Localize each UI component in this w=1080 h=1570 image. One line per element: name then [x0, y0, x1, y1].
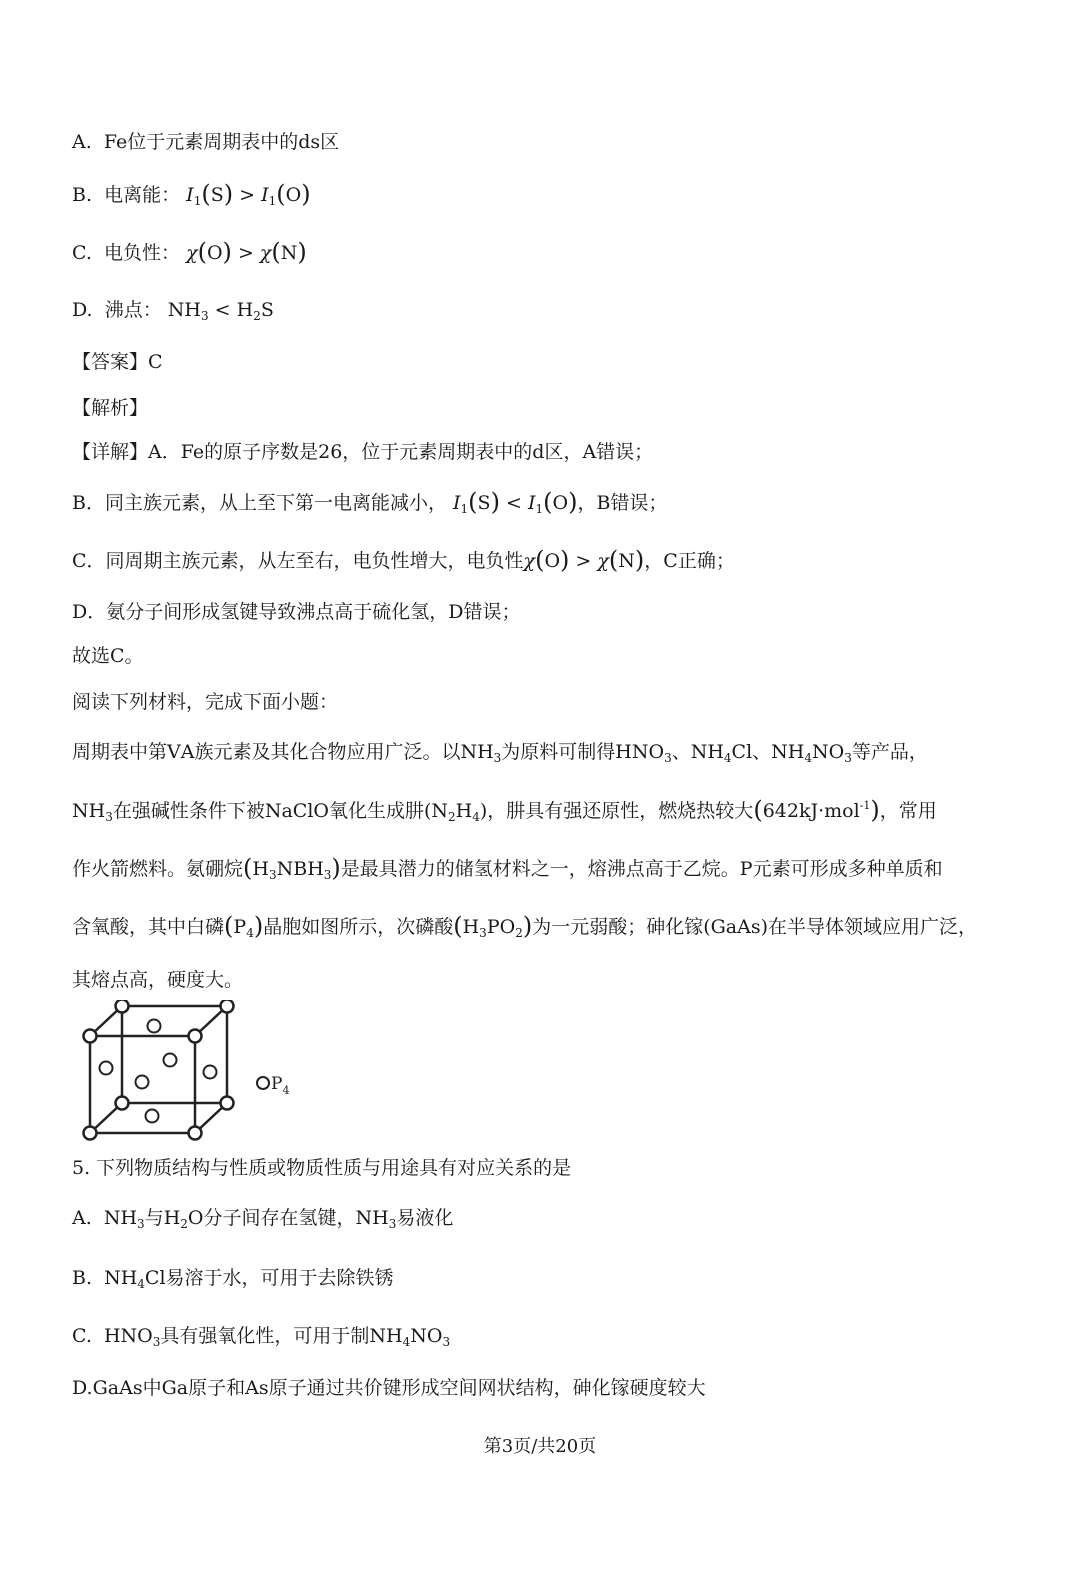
- detail-tag: 【详解】: [72, 441, 149, 463]
- atom-face-bottom: [146, 1110, 159, 1123]
- material-p1: 周期表中第ⅤA族元素及其化合物应用广泛。以$NH_3$为原料可制得$HNO_3$、$NH_4Cl$、$NH_4NO_3$等产品，: [72, 741, 928, 765]
- atom-face-right: [204, 1066, 217, 1079]
- detail-c: C．同周期主族元素，从左至右，电负性增大，电负性χ(O) > χ(N)，C正确；: [72, 546, 735, 574]
- crystal-cell-figure: [72, 1000, 332, 1146]
- atom-corner: [116, 1000, 129, 1013]
- question5-stem: 5. 下列物质结构与性质或物质性质与用途具有对应关系的是: [72, 1157, 572, 1179]
- atom-corner: [84, 1030, 97, 1043]
- material-p4: 含氧酸，其中白磷$(P_4)$晶胞如图所示，次磷酸$(H_3PO_2)$为一元弱酸；砷化镓(GaAs)在半导体领域应用广泛，: [72, 912, 978, 940]
- detail-d: D．氨分子间形成氢键导致沸点高于硫化氢，D错误；: [72, 601, 521, 623]
- atom-corner: [221, 1097, 234, 1110]
- option-d: D. 沸点： $NH_3 < H_2S$: [72, 299, 274, 323]
- analysis-tag: 【解析】: [72, 397, 149, 419]
- answer-tag: 【答案】: [72, 351, 149, 373]
- conclusion: 故选C。: [72, 645, 144, 667]
- atom-corner: [189, 1030, 202, 1043]
- detail-c-formula: χ(O) > χ(N): [523, 546, 645, 574]
- material-intro: 阅读下列材料，完成下面小题：: [72, 691, 339, 713]
- option-c: C. 电负性： χ(O) > χ(N): [72, 238, 307, 266]
- material-p2: $NH_3$在强碱性条件下被NaClO氧化生成肼$(N_2H_4)$，肼具有强还原性，燃烧热较大(642kJ·mol$^{-1}$)，常用: [72, 796, 937, 824]
- detail-a: 【详解】A．Fe的原子序数是26，位于元素周期表中的d区，A错误；: [72, 441, 654, 463]
- answer-value: C: [148, 351, 163, 373]
- atom-face-front: [136, 1076, 149, 1089]
- page-footer: 第3页/共20页: [483, 1436, 597, 1457]
- material-p3: 作火箭燃料。氨硼烷$(H_3NBH_3)$是最具潜力的储氢材料之一，熔沸点高于乙烷。P元素可形成多种单质和: [72, 854, 943, 882]
- atom-corner: [221, 1000, 234, 1013]
- q5-option-c: C. $HNO_3$具有强氧化性，可用于制$NH_4NO_3$: [72, 1325, 451, 1349]
- material-p5: 其熔点高，硬度大。: [72, 969, 244, 991]
- atom-face-top: [148, 1020, 161, 1033]
- option-c-formula: χ(O) > χ(N): [186, 238, 307, 266]
- detail-b-formula: $I_1(S) < I_1(O)$: [453, 488, 578, 516]
- atom-corner: [189, 1127, 202, 1140]
- answer-line: [72, 348, 1020, 376]
- atom-corner: [116, 1097, 129, 1110]
- option-a: A. Fe位于元素周期表中的ds区: [72, 131, 340, 153]
- legend-subscript: 4: [282, 1084, 290, 1097]
- detail-b: B．同主族元素，从上至下第一电离能减小， $I_1(S) < I_1(O)$，B错误；: [72, 488, 668, 516]
- option-b-formula: $I_1(S) > I_1(O)$: [186, 180, 311, 208]
- option-d-formula: $NH_3 < H_2S$: [167, 299, 274, 323]
- q5-option-a: A. $NH_3$与$H_2O$分子间存在氢键，$NH_3$易液化: [72, 1207, 454, 1231]
- legend-atom-icon: [257, 1077, 269, 1089]
- atom-face-back: [164, 1054, 177, 1067]
- q5-option-d: D.GaAs中Ga原子和As原子通过共价键形成空间网状结构，砷化镓硬度较大: [72, 1377, 706, 1399]
- legend-label: $P_4$: [271, 1074, 290, 1097]
- q5-option-b: B. $NH_4Cl$易溶于水，可用于去除铁锈: [72, 1267, 394, 1291]
- option-b: B. 电离能： $I_1(S) > I_1(O)$: [72, 180, 311, 208]
- atom-face-left: [100, 1062, 113, 1075]
- atom-corner: [84, 1127, 97, 1140]
- option-a-text: Fe位于元素周期表中的ds区: [103, 131, 340, 153]
